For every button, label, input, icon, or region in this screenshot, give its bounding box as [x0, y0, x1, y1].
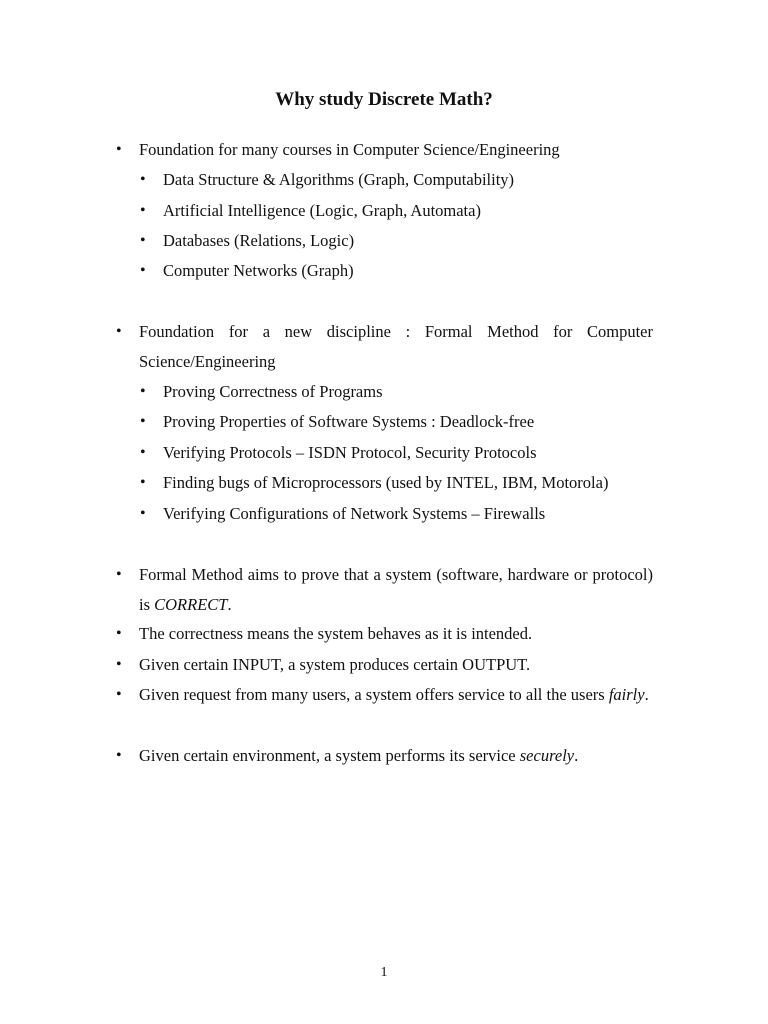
- sub-list-item-text: Databases (Relations, Logic): [163, 231, 355, 250]
- list-item-text: Given certain environment, a system performs its service securely.: [139, 746, 579, 765]
- sub-list-item-text: Verifying Configurations of Network Systems – Firewalls: [163, 504, 546, 523]
- list-item-text: The correctness means the system behaves as it is intended.: [139, 624, 533, 643]
- emphasis-text: securely: [519, 746, 575, 765]
- bullet-icon: •: [140, 505, 146, 522]
- sub-list-item-text: Proving Correctness of Programs: [163, 382, 383, 401]
- bullet-icon: •: [140, 232, 146, 249]
- list-item-text: Foundation for a new discipline : Formal Method for Computer Science/Engineering: [139, 322, 653, 371]
- emphasis-text: fairly: [608, 685, 645, 704]
- bullet-icon: •: [140, 383, 146, 400]
- bullet-icon: •: [116, 141, 122, 158]
- bullet-icon: •: [140, 444, 146, 461]
- list-item-text: Formal Method aims to prove that a system (software, hardware or protocol) is CORRECT.: [139, 565, 653, 614]
- bullet-icon: •: [140, 171, 146, 188]
- sub-list-item-text: Artificial Intelligence (Logic, Graph, Automata): [163, 201, 481, 220]
- sub-list-item-text: Computer Networks (Graph): [163, 261, 354, 280]
- bullet-icon: •: [140, 202, 146, 219]
- emphasis-text: CORRECT: [154, 595, 228, 614]
- bullet-icon: •: [116, 656, 122, 673]
- bullet-icon: •: [116, 747, 122, 764]
- bullet-icon: •: [116, 625, 122, 642]
- sub-list-item-text: Verifying Protocols – ISDN Protocol, Security Protocols: [163, 443, 537, 462]
- list-item-text: Given certain INPUT, a system produces certain OUTPUT.: [139, 655, 531, 674]
- list-item-text: Foundation for many courses in Computer Science/Engineering: [139, 140, 560, 159]
- sub-list-item-text: Data Structure & Algorithms (Graph, Computability): [163, 170, 515, 189]
- list-item-text: Given request from many users, a system offers service to all the users fairly.: [139, 685, 649, 704]
- bullet-icon: •: [140, 474, 146, 491]
- bullet-icon: •: [140, 262, 146, 279]
- page-title: Why study Discrete Math?: [275, 89, 493, 110]
- page-number: 1: [380, 965, 388, 980]
- bullet-icon: •: [116, 686, 122, 703]
- bullet-icon: •: [116, 566, 122, 583]
- bullet-icon: •: [140, 413, 146, 430]
- sub-list-item-text: Proving Properties of Software Systems : Deadlock-free: [163, 412, 535, 431]
- sub-list-item-text: Finding bugs of Microprocessors (used by INTEL, IBM, Motorola): [163, 473, 609, 492]
- bullet-icon: •: [116, 323, 122, 340]
